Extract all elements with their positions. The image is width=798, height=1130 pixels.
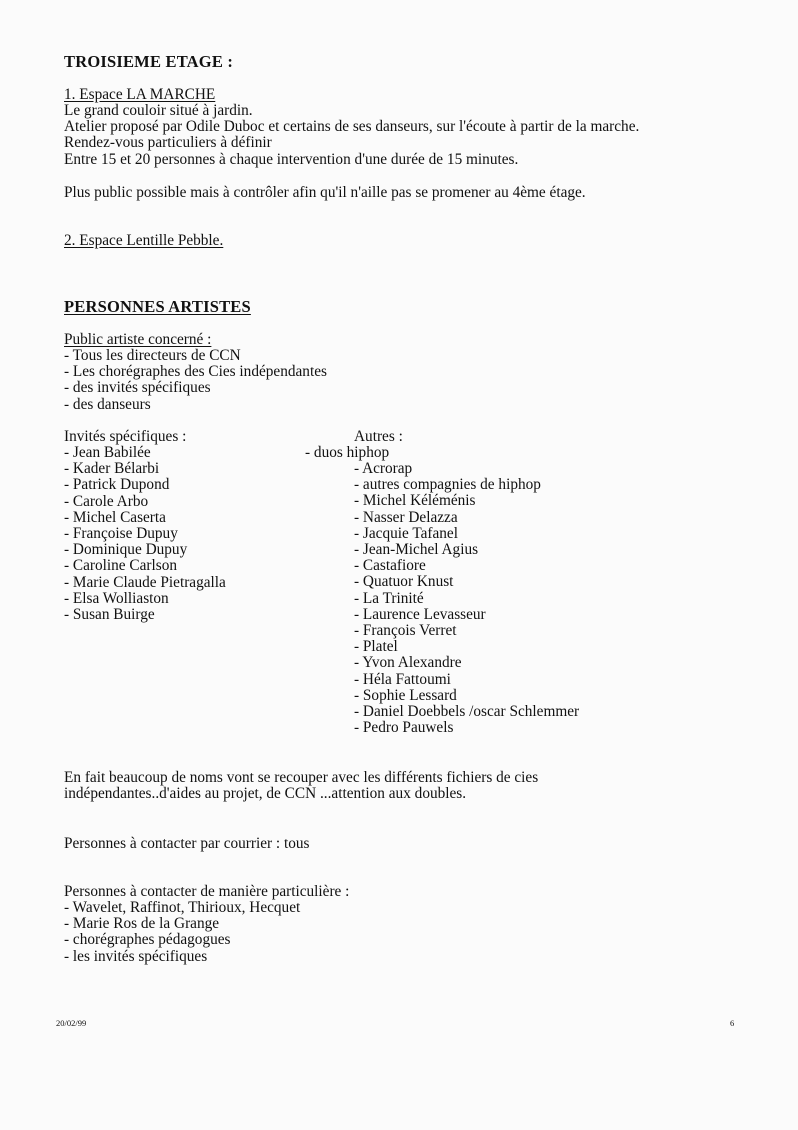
space1-line: Atelier proposé par Odile Duboc et certains de ses danseurs, sur l'écoute à partir de la marche. (64, 118, 640, 136)
list-item: - Susan Buirge (64, 606, 155, 624)
autres-list (354, 461, 579, 736)
list-item: - Marie Ros de la Grange (64, 915, 220, 933)
heading-troisieme-etage: TROISIEME ETAGE : (64, 52, 234, 71)
list-item: - Les chorégraphes des Cies indépendantes (64, 363, 327, 381)
footer-date: 20/02/99 (56, 1018, 87, 1028)
list-item: - Laurence Levasseur (354, 605, 486, 623)
space2-title: 2. Espace Lentille Pebble. (64, 232, 224, 249)
footer-page-number: 6 (730, 1018, 735, 1028)
list-item: - Caroline Carlson (64, 557, 178, 575)
list-item: - Sophie Lessard (354, 686, 457, 704)
list-item: - Yvon Alexandre (354, 654, 462, 672)
list-item: - les invités spécifiques (64, 947, 208, 965)
list-item: - Jean-Michel Agius (354, 541, 479, 559)
particulier-list (64, 900, 300, 965)
list-item: - autres compagnies de hiphop (354, 476, 541, 494)
list-item: - Nasser Delazza (354, 508, 458, 526)
list-item: - Héla Fattoumi (354, 670, 451, 688)
space1-line: Entre 15 et 20 personnes à chaque intervention d'une durée de 15 minutes. (64, 150, 519, 168)
space1-line: Rendez-vous particuliers à définir (64, 134, 272, 152)
list-item: - Carole Arbo (64, 492, 149, 510)
list-item: - Dominique Dupuy (64, 541, 188, 559)
public-title: Public artiste concerné : (64, 331, 212, 348)
list-item: - Castafiore (354, 557, 426, 575)
invites-title: Invités spécifiques : (64, 428, 187, 445)
list-item: - Tous les directeurs de CCN (64, 347, 241, 364)
list-item: - Acrorap (354, 460, 413, 477)
list-item: - Marie Claude Pietragalla (64, 573, 226, 591)
remark-line: En fait beaucoup de noms vont se recouper avec les différents fichiers de cies (64, 769, 539, 786)
invites-list (64, 445, 226, 623)
list-item: - Platel (354, 638, 398, 656)
list-item: - Patrick Dupond (64, 476, 170, 494)
list-item: - Pedro Pauwels (354, 719, 454, 737)
list-item: - des invités spécifiques (64, 379, 211, 397)
list-item: - Elsa Wolliaston (64, 589, 169, 607)
space1-line: Le grand couloir situé à jardin. (64, 102, 253, 119)
list-item: - Michel Kéléménis (354, 492, 476, 510)
autres-title: Autres : (354, 428, 403, 445)
space1-title: 1. Espace LA MARCHE (64, 86, 216, 103)
heading-personnes-artistes: PERSONNES ARTISTES (64, 297, 251, 316)
list-item: - La Trinité (354, 589, 424, 607)
list-item: - des danseurs (64, 395, 151, 413)
list-item: - Michel Caserta (64, 508, 166, 526)
list-item: - Françoise Dupuy (64, 525, 178, 543)
public-list (64, 348, 327, 413)
list-item: - chorégraphes pédagogues (64, 931, 231, 949)
list-item: - François Verret (354, 622, 457, 640)
space1-description (64, 103, 639, 168)
particulier-title: Personnes à contacter de manière particulière : (64, 883, 350, 900)
list-item: - Jean Babilée (64, 444, 151, 461)
list-item: - Jacquie Tafanel (354, 524, 458, 542)
list-item: - Kader Bélarbi (64, 460, 160, 478)
remark-line: indépendantes..d'aides au projet, de CCN ...attention aux doubles. (64, 785, 467, 803)
remark-paragraph (64, 770, 538, 802)
courrier-line: Personnes à contacter par courrier : tous (64, 835, 310, 852)
list-item: - Daniel Doebbels /oscar Schlemmer (354, 703, 580, 721)
autres-first-item: - duos hiphop (305, 444, 390, 461)
space1-note: Plus public possible mais à contrôler afin qu'il n'aille pas se promener au 4ème étage. (64, 184, 586, 201)
list-item: - Quatuor Knust (354, 573, 454, 591)
list-item: - Wavelet, Raffinot, Thirioux, Hecquet (64, 899, 301, 916)
